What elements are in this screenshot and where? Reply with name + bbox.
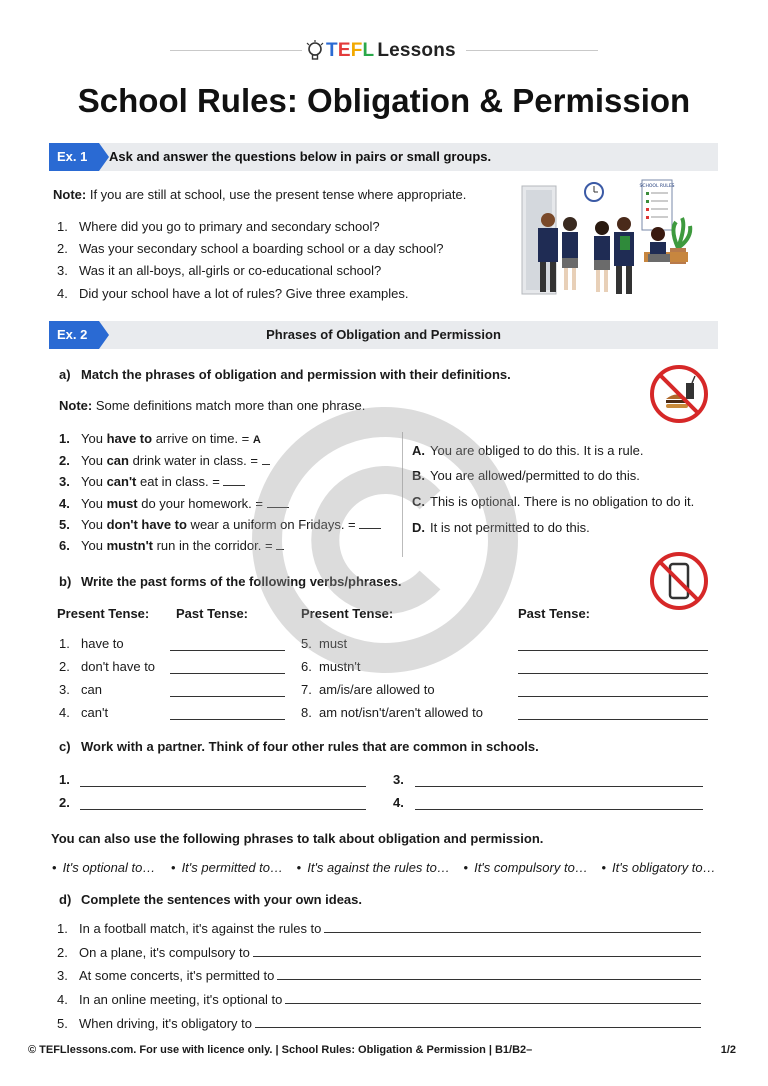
- no-phone-icon: [648, 550, 710, 612]
- phrase-post: wear a uniform on Fridays. =: [186, 517, 356, 532]
- verb-text: am not/isn't/aren't allowed to: [319, 705, 483, 720]
- phrase-item: [59, 496, 289, 511]
- logo-word-lessons: Lessons: [377, 40, 456, 61]
- answer-blank[interactable]: [223, 474, 245, 486]
- sentence-number: 1.: [57, 921, 68, 936]
- ex2b-instruction: Write the past forms of the following verbs/phrases.: [81, 574, 402, 589]
- verb-number: 1.: [59, 636, 70, 651]
- definition-item: [412, 468, 640, 483]
- verb-number: 3.: [59, 682, 70, 697]
- verb-text: mustn't: [319, 659, 361, 674]
- phrase-bullet: It's obligatory to…: [612, 860, 716, 875]
- verb-text: can't: [81, 705, 109, 720]
- ex2a-instruction: Match the phrases of obligation and permission with their definitions.: [81, 367, 511, 382]
- past-answer-field[interactable]: [170, 708, 285, 720]
- ex2c-instruction: Work with a partner. Think of four other rules that are common in schools.: [81, 739, 539, 754]
- ex1-question: 1. Where did you go to primary and secondary school?: [57, 219, 380, 234]
- phrase-bullet: It's optional to…: [62, 860, 156, 875]
- ex2-header: [49, 321, 718, 349]
- verb-text: can: [81, 682, 102, 697]
- phrase-key: don't have to: [106, 517, 187, 532]
- rule-field[interactable]: [80, 798, 366, 810]
- sentence-row: [57, 968, 701, 983]
- phrase-key: must: [106, 496, 138, 511]
- answer-blank[interactable]: [262, 453, 270, 465]
- sentence-row: [57, 1016, 701, 1031]
- ex1-question-text: Was your secondary school a boarding school or a day school?: [79, 241, 444, 256]
- answer-blank[interactable]: [267, 496, 289, 508]
- school-rules-sign: SCHOOL RULES: [639, 184, 675, 189]
- col-header-past-right: Past Tense:: [518, 606, 591, 621]
- verb-row: [59, 682, 102, 697]
- verb-number: 6.: [301, 659, 312, 674]
- phrase-bullet: It's permitted to…: [181, 860, 284, 875]
- rule-field[interactable]: [80, 775, 366, 787]
- logo-letter-l: L: [362, 40, 375, 61]
- sentence-text: When driving, it's obligatory to: [79, 1016, 253, 1031]
- past-answer-field[interactable]: [170, 685, 285, 697]
- phrase-pre: You: [81, 496, 107, 511]
- definition-letter: C.: [412, 494, 425, 509]
- sentence-number: 2.: [57, 945, 68, 960]
- sentence-field[interactable]: [253, 945, 701, 957]
- ex1-question: 4. Did your school have a lot of rules? Give three examples.: [57, 286, 409, 301]
- ex2a-note: [59, 398, 365, 413]
- verb-row: [59, 636, 124, 651]
- logo-letter-e: E: [337, 40, 351, 61]
- definition-item: [412, 494, 694, 509]
- ex1-note-label: Note:: [53, 187, 87, 202]
- verb-number: 2.: [59, 659, 70, 674]
- ex2d-instruction-row: [59, 892, 362, 907]
- verb-number: 8.: [301, 705, 312, 720]
- definition-letter: A.: [412, 443, 425, 458]
- definition-item: [412, 443, 643, 458]
- ex2a-label: a): [59, 367, 71, 382]
- ex1-question-text: Was it an all-boys, all-girls or co-educational school?: [79, 263, 382, 278]
- ex2b-label: b): [59, 574, 72, 589]
- phrase-number: 3.: [59, 474, 70, 489]
- phrase-key: mustn't: [106, 538, 153, 553]
- definition-text: You are obliged to do this. It is a rule.: [430, 443, 644, 458]
- verb-text: am/is/are allowed to: [319, 682, 435, 697]
- sentence-field[interactable]: [277, 968, 701, 980]
- phrase-item: [59, 517, 381, 532]
- ex1-question: 3. Was it an all-boys, all-girls or co-educational school?: [57, 263, 382, 278]
- verb-row: [301, 659, 361, 674]
- sentence-number: 3.: [57, 968, 68, 983]
- col-header-present-right: Present Tense:: [301, 606, 394, 621]
- footer-text: © TEFLlessons.com. For use with licence only. | School Rules: Obligation & Permission | B1/B2–: [28, 1044, 533, 1056]
- phrase-post: arrive on time. =: [152, 431, 250, 446]
- lightbulb-icon: [306, 40, 324, 62]
- phrase-answer: A: [252, 434, 261, 446]
- past-answer-field[interactable]: [170, 662, 285, 674]
- phrase-number: 1.: [59, 431, 70, 446]
- phrase-key: have to: [106, 431, 153, 446]
- sentence-number: 5.: [57, 1016, 68, 1031]
- logo-letter-t: T: [326, 40, 338, 61]
- ex1-instruction: Ask and answer the questions below in pairs or small groups.: [109, 149, 492, 164]
- ex2c-label: c): [59, 739, 71, 754]
- ex2c-instruction-row: [59, 739, 539, 754]
- page-number: 1/2: [720, 1044, 736, 1056]
- students-illustration: [518, 178, 694, 302]
- rule-number: 2.: [59, 795, 70, 810]
- phrase-number: 2.: [59, 453, 70, 468]
- phrase-item: [59, 453, 270, 468]
- phrase-key: can: [106, 453, 129, 468]
- phrase-pre: You: [81, 517, 107, 532]
- phrase-item: [59, 431, 261, 446]
- phrase-number: 5.: [59, 517, 70, 532]
- verb-number: 7.: [301, 682, 312, 697]
- phrase-post: run in the corridor. =: [152, 538, 273, 553]
- definition-text: This is optional. There is no obligation to do it.: [430, 494, 695, 509]
- sentence-field[interactable]: [285, 992, 701, 1004]
- ex2d-instruction: Complete the sentences with your own ideas.: [81, 892, 363, 907]
- verb-text: have to: [81, 636, 124, 651]
- past-answer-field[interactable]: [518, 662, 708, 674]
- also-heading: You can also use the following phrases to talk about obligation and permission.: [51, 831, 544, 846]
- definition-text: You are allowed/permitted to do this.: [430, 468, 640, 483]
- answer-blank[interactable]: [276, 538, 284, 550]
- sentence-row: [57, 921, 701, 936]
- rule-number: 4.: [393, 795, 404, 810]
- verb-number: 4.: [59, 705, 70, 720]
- phrase-number: 6.: [59, 538, 70, 553]
- sentence-text: In a football match, it's against the rules to: [79, 921, 322, 936]
- past-answer-field[interactable]: [518, 639, 708, 651]
- phrase-pre: You: [81, 431, 107, 446]
- ex1-header: [49, 143, 718, 171]
- definition-letter: D.: [412, 520, 425, 535]
- phrase-item: [59, 538, 284, 553]
- ex1-note: [53, 187, 466, 202]
- sentence-field[interactable]: [255, 1016, 701, 1028]
- past-answer-field[interactable]: [170, 639, 285, 651]
- ex2a-instruction-row: [59, 367, 511, 382]
- phrase-item: [59, 474, 245, 489]
- page-title: School Rules: Obligation & Permission: [77, 82, 691, 119]
- definition-letter: B.: [412, 468, 425, 483]
- ex2a-note-label: Note:: [59, 398, 93, 413]
- definition-item: [412, 520, 590, 535]
- col-header-present-left: Present Tense:: [57, 606, 150, 621]
- verb-row: [301, 682, 435, 697]
- verb-row: [301, 705, 483, 720]
- verb-number: 5.: [301, 636, 312, 651]
- sentence-row: [57, 945, 701, 960]
- phrase-pre: You: [81, 453, 107, 468]
- rule-field[interactable]: [415, 798, 703, 810]
- logo-letter-f: F: [350, 40, 363, 61]
- ex1-note-text: If you are still at school, use the present tense where appropriate.: [86, 187, 467, 202]
- no-food-drink-icon: [648, 363, 710, 425]
- past-answer-field[interactable]: [518, 685, 708, 697]
- verb-row: [59, 705, 108, 720]
- ex1-question: 2. Was your secondary school a boarding school or a day school?: [57, 241, 444, 256]
- column-divider: [402, 432, 403, 557]
- header-rule-right: [466, 50, 598, 51]
- verb-row: [59, 659, 155, 674]
- col-header-past-left: Past Tense:: [176, 606, 249, 621]
- sentence-text: In an online meeting, it's optional to: [79, 992, 283, 1007]
- phrase-bullet: It's compulsory to…: [474, 860, 588, 875]
- ex2a-note-text: Some definitions match more than one phrase.: [92, 398, 366, 413]
- phrase-bullets: • It's optional to… • It's permitted to… • It's against the rules to… • It's compulsory to… • It's obligatory to…: [52, 860, 716, 875]
- phrase-post: drink water in class. =: [128, 453, 258, 468]
- phrase-pre: You: [81, 474, 107, 489]
- header-rule-left: [170, 50, 302, 51]
- rule-number: 1.: [59, 772, 70, 787]
- ex1-question-text: Where did you go to primary and secondary school?: [79, 219, 380, 234]
- rule-field[interactable]: [415, 775, 703, 787]
- sentence-text: At some concerts, it's permitted to: [79, 968, 275, 983]
- ex2-tag: Ex. 2: [49, 321, 99, 349]
- sentence-row: [57, 992, 701, 1007]
- sentence-field[interactable]: [324, 921, 701, 933]
- verb-text: don't have to: [81, 659, 156, 674]
- sentence-number: 4.: [57, 992, 68, 1007]
- ex1-question-text: Did your school have a lot of rules? Give three examples.: [79, 286, 409, 301]
- phrase-post: eat in class. =: [136, 474, 220, 489]
- ex2-heading: Phrases of Obligation and Permission: [266, 327, 501, 342]
- phrase-pre: You: [81, 538, 107, 553]
- phrase-number: 4.: [59, 496, 70, 511]
- answer-blank[interactable]: [359, 517, 381, 529]
- verb-row: [301, 636, 347, 651]
- ex1-tag: Ex. 1: [49, 143, 99, 171]
- phrase-bullet: It's against the rules to…: [307, 860, 450, 875]
- ex2b-instruction-row: [59, 574, 401, 589]
- brand-logo: [306, 38, 466, 64]
- verb-text: must: [319, 636, 348, 651]
- sentence-text: On a plane, it's compulsory to: [79, 945, 250, 960]
- rule-number: 3.: [393, 772, 404, 787]
- definition-text: It is not permitted to do this.: [430, 520, 590, 535]
- phrase-post: do your homework. =: [137, 496, 263, 511]
- ex2d-label: d): [59, 892, 72, 907]
- phrase-key: can't: [106, 474, 137, 489]
- past-answer-field[interactable]: [518, 708, 708, 720]
